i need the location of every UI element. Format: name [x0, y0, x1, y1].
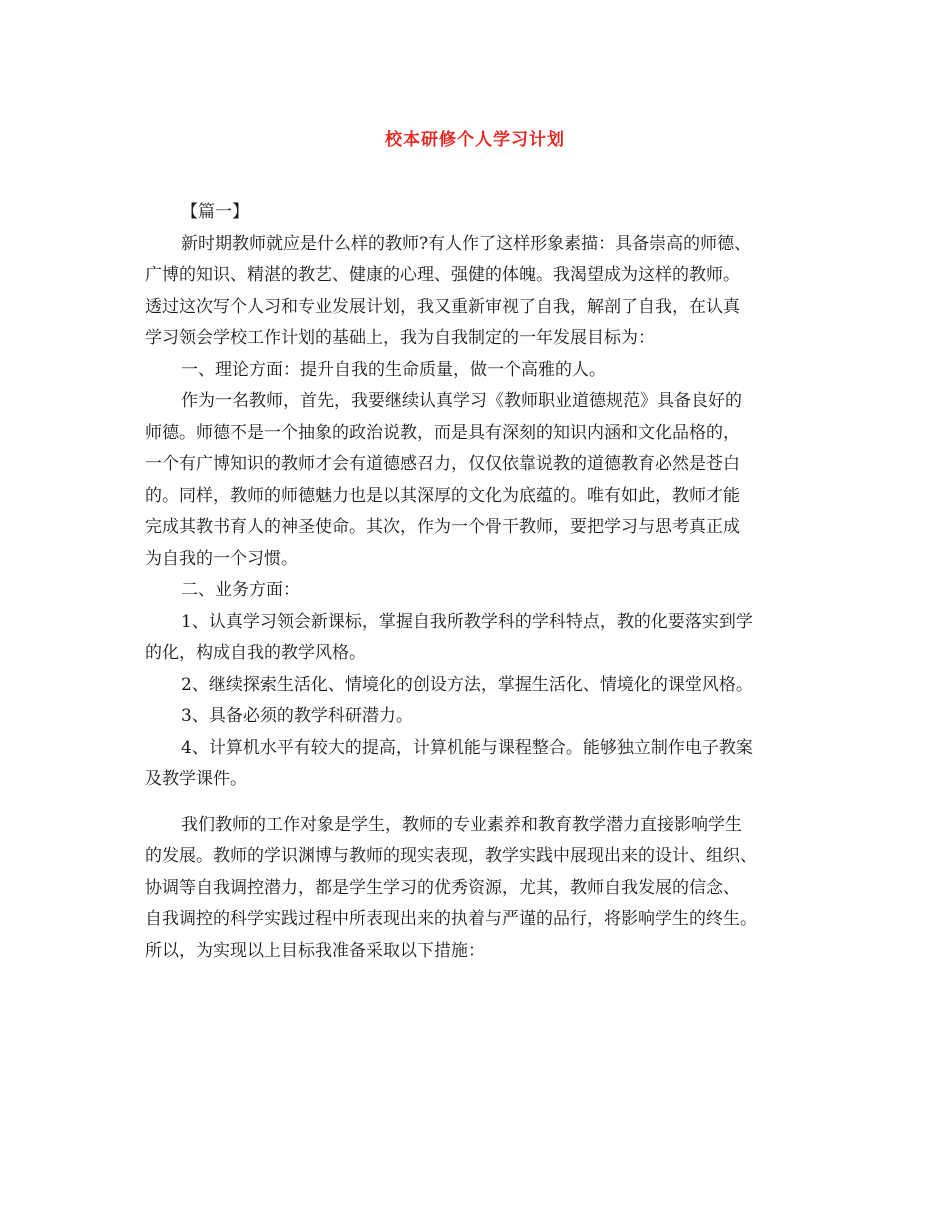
paragraph-line: 作为一名教师，首先，我要继续认真学习《教师职业道德规范》具备良好的	[181, 391, 742, 411]
paragraph-line: 3、具备必须的教学科研潜力。	[181, 706, 413, 726]
paragraph-line: 协调等自我调控潜力，都是学生学习的优秀资源，尤其，教师自我发展的信念、	[145, 877, 740, 898]
paragraph-line: 及教学课件。	[145, 769, 247, 789]
paragraph-line: 新时期教师就应是什么样的教师?有人作了这样形象素描：具备崇高的师德、	[181, 233, 752, 254]
document-title: 校本研修个人学习计划	[385, 130, 565, 150]
paragraph-line: 的发展。教师的学识渊博与教师的现实表现，教学实践中展现出来的设计、组织、	[145, 846, 757, 866]
paragraph-line: 一个有广博知识的教师才会有道德感召力，仅仅依靠说教的道德教育必然是苍白	[145, 454, 740, 474]
paragraph-line: 二、业务方面：	[181, 580, 300, 600]
paragraph-line: 的化，构成自我的教学风格。	[145, 643, 366, 663]
paragraph-line: 自我调控的科学实践过程中所表现出来的执着与严谨的品行，将影响学生的终生。	[145, 909, 757, 929]
document-body	[145, 197, 815, 967]
paragraph-line: 我们教师的工作对象是学生，教师的专业素养和教育教学潜力直接影响学生	[181, 814, 742, 835]
paragraph-line: 广博的知识、精湛的教艺、健康的心理、强健的体魄。我渴望成为这样的教师。	[145, 265, 740, 285]
paragraph-line: 为自我的一个习惯。	[145, 548, 298, 569]
paragraph-line: 透过这次写个人习和专业发展计划，我又重新审视了自我，解剖了自我，在认真	[145, 296, 740, 317]
paragraph-line: 学习领会学校工作计划的基础上，我为自我制定的一年发展目标为：	[145, 328, 655, 348]
paragraph-line: 1、认真学习领会新课标，掌握自我所教学科的学科特点，教的化要落实到学	[181, 611, 753, 632]
paragraph-gap	[145, 796, 815, 810]
paragraph-line: 的。同样，教师的师德魅力也是以其深厚的文化为底蕴的。唯有如此，教师才能	[145, 485, 740, 506]
paragraph-line: 完成其教书育人的神圣使命。其次，作为一个骨干教师，要把学习与思考真正成	[145, 517, 740, 537]
paragraph-line: 一、理论方面：提升自我的生命质量，做一个高雅的人。	[181, 359, 606, 380]
section-heading: 【篇一】	[181, 202, 249, 222]
paragraph-line: 师德。师德不是一个抽象的政治说教，而是具有深刻的知识内涵和文化品格的，	[145, 422, 740, 443]
paragraph-line: 所以，为实现以上目标我准备采取以下措施：	[145, 940, 485, 961]
paragraph-line: 2、继续探索生活化、情境化的创设方法，掌握生活化、情境化的课堂风格。	[181, 674, 753, 695]
paragraph-line: 4、计算机水平有较大的提高，计算机能与课程整合。能够独立制作电子教案	[181, 737, 753, 758]
